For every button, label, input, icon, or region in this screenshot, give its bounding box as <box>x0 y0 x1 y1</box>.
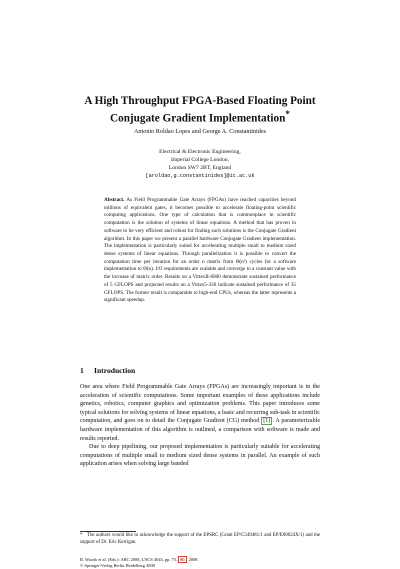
affiliation <box>40 148 360 180</box>
publication-citation: R. Woods et al. (Eds.): ARC 2008, LNCS 4943, pp. 75– <box>80 557 179 562</box>
section-title: Introduction <box>94 366 136 375</box>
footnote-mark: * <box>80 533 83 538</box>
affiliation-line: London SW7 2BT, England <box>168 165 232 171</box>
publication-year: , 2008. <box>186 557 199 562</box>
paper-title <box>40 94 360 126</box>
title-footnote-mark: * <box>285 110 290 120</box>
paragraph-text: One area where Field Programmable Gate Arrays (FPGAs) are increasingly important is in the acceleration of scientific computations. Some important examples of these applications include genetics, robotics, computer graphics and optimization problems. This paper introduces some typical solutions for solving systems of linear equations, a basic and recurring sub-task in scientific computation, and goes on to detail the Conjugate Gradient (CG) method <box>80 384 320 425</box>
abstract-label: Abstract. <box>104 197 125 203</box>
footnote-text: The authors would like to acknowledge the support of the EPSRC (Grant EP/C549481/1 and EP/E00024X/1) and the support of Dr. Eric Kerrigan. <box>80 533 320 545</box>
paragraph <box>80 383 320 443</box>
section-number: 1 <box>80 366 84 375</box>
title-line-2: Conjugate Gradient Implementation <box>110 112 286 125</box>
author-email: [aroldao,g.constantinides]@ic.ac.uk <box>145 173 255 179</box>
title-line-1: A High Throughput FPGA-Based Floating Point <box>84 95 316 107</box>
paragraph: Due to deep pipelining, our proposed implementation is particularly suitable for accelerating computations of multiple small to medium sized dense systems in parallel. An example of such application arises when solving large banded <box>80 444 320 468</box>
citation-link[interactable]: [1] <box>263 418 271 425</box>
page-link[interactable]: 86 <box>180 557 185 562</box>
abstract <box>104 197 296 305</box>
author-list: Antonio Roldao Lopes and George A. Constantinides <box>133 128 267 135</box>
introduction-body <box>80 383 320 469</box>
copyright-notice: © Springer-Verlag Berlin Heidelberg 2008 <box>80 563 155 568</box>
footnote-divider <box>80 531 136 532</box>
footnote <box>80 533 320 546</box>
paragraph-text: . A parameterizable hardware implementation of this algorithm is outlined, a comparison with software is made and results reported. <box>80 418 321 442</box>
publication-info <box>80 556 320 569</box>
affiliation-line: Electrical & Electronic Engineering, <box>159 149 241 155</box>
affiliation-line: Imperial College London, <box>171 157 229 163</box>
abstract-text: As Field Programmable Gate Arrays (FPGAs) have reached capacities beyond millions of equivalent gates, it becomes possible to accelerate floating-point scientific computing applications. One type of calculation that is commonplace in scientific computation is the solution of systems of linear equations. A method that has proven in software to be very efficient and robust for finding such solutions is the Conjugate Gradient algorithm. In this paper we present a parallel hardware Conjugate Gradient implementation. The implementation is particularly suited for accelerating multiple small to medium sized dense systems of linear equations. Through parallelization it is possible to convert the computation time per iteration for an order n matrix from Θ(n²) cycles for a software implementation to Θ(n). I/O requirements are scalable and converge to a constant value with the increase of matrix order. Results on a VirtexII-6000 demonstrate sustained performance of 5 GFLOPS and projected results on a Virtex5-330 indicate sustained performance of 35 GFLOPS. The former result is comparable to high-end CPUs, whereas the latter represents a significant speedup. <box>104 197 296 304</box>
section-heading <box>80 366 135 376</box>
